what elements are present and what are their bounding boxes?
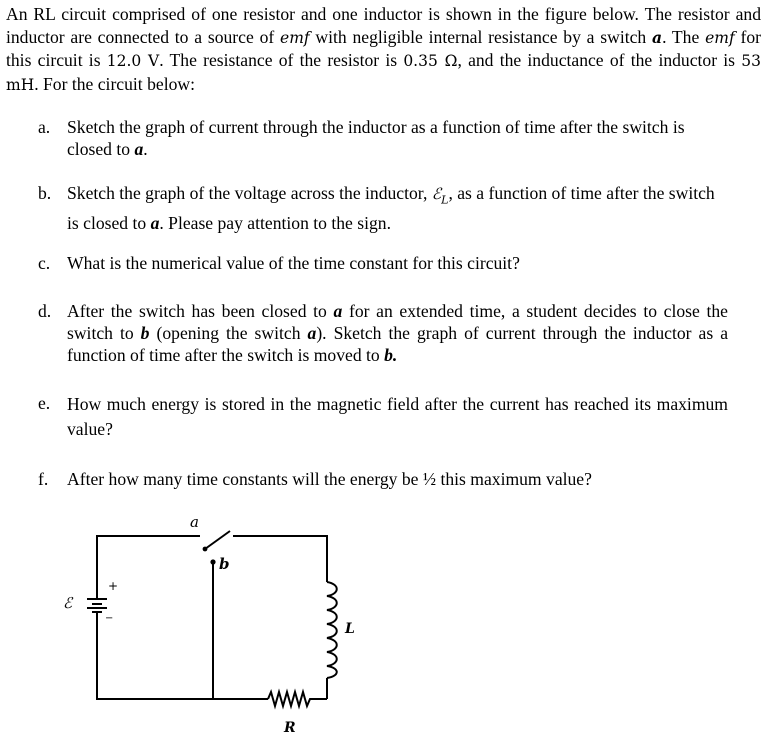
emf-subscript: L: [441, 193, 449, 207]
problem-statement: [6, 3, 761, 96]
question-text-part: Sketch the graph of current through the inductor as a function of time after the switch is closed to: [67, 117, 685, 159]
wire: [97, 611, 268, 699]
switch-b-term: b.: [384, 345, 398, 365]
question-label: f.: [38, 469, 49, 489]
emf-term: emf: [705, 28, 735, 47]
question-text: How much energy is stored in the magnetic field after the current has reached its maximum value?: [67, 394, 728, 439]
inductor-symbol: [327, 582, 337, 678]
emf-symbol: ℰ: [431, 185, 442, 203]
label-plus: +: [108, 579, 119, 593]
intro-text: with negligible internal resistance by a switch: [309, 26, 653, 47]
question-text: [67, 300, 728, 366]
question-text-part: ). Sketch the graph of current through the inductor as a function of time after the switch is moved to: [67, 323, 728, 365]
emf-term: emf: [280, 28, 310, 47]
resistor-symbol: [268, 692, 327, 706]
switch-a-term: a: [150, 212, 160, 233]
switch-a-term: a: [134, 139, 144, 159]
rl-circuit-diagram: [0, 500, 769, 746]
switch-blade: [205, 531, 230, 549]
question-label: c.: [38, 253, 51, 273]
intro-text: . For the circuit below:: [34, 73, 195, 94]
intro-text: . The resistance of the resistor is: [159, 50, 404, 70]
question-text: [67, 116, 728, 160]
switch-a-term: a: [333, 301, 343, 321]
question-label: a.: [38, 117, 51, 137]
inductance-value: 53 mH: [6, 52, 761, 94]
question-label: d.: [38, 301, 52, 321]
question-text-part: (opening the switch: [149, 323, 308, 343]
label-resistor: R: [284, 720, 296, 736]
wire: [233, 536, 327, 582]
label-inductor: L: [345, 621, 355, 637]
label-a: a: [190, 513, 199, 531]
intro-text: An RL circuit comprised of one resistor and one inductor is shown in the figure below. The resistor and inductor are connected to a source of: [6, 4, 761, 47]
question-text-part: . Please pay attention to the sign.: [159, 212, 391, 233]
resistance-value: 0.35 Ω: [403, 52, 458, 70]
question-text: After how many time constants will the energy be ½ this maximum value?: [67, 469, 592, 489]
question-text-part: After the switch has been closed to: [67, 301, 334, 321]
question-text: What is the numerical value of the time constant for this circuit?: [67, 253, 520, 273]
switch-a-term: a: [652, 27, 663, 47]
label-emf: ℰ: [63, 594, 73, 612]
intro-text: . The: [662, 26, 706, 47]
terminal-b: [210, 559, 215, 564]
question-label: b.: [38, 183, 52, 203]
emf-value: 12.0 V: [106, 52, 160, 70]
label-b: b: [219, 555, 230, 573]
question-label: e.: [38, 393, 51, 413]
intro-text: for this circuit is: [6, 26, 761, 70]
switch-pivot: [203, 547, 208, 552]
switch-a-term: a: [307, 323, 317, 343]
switch-b-term: b: [140, 323, 150, 343]
question-text: [67, 182, 728, 234]
question-text-part: , as a function of time after the switch is closed to: [67, 183, 715, 233]
question-text-part: Sketch the graph of the voltage across the inductor,: [67, 183, 432, 203]
label-minus: −: [105, 613, 114, 624]
question-text-part: for an extended time, a student decides to close the switch to: [67, 301, 728, 343]
question-text-part: .: [143, 139, 148, 159]
intro-text: , and the inductance of the inductor is: [457, 50, 742, 70]
